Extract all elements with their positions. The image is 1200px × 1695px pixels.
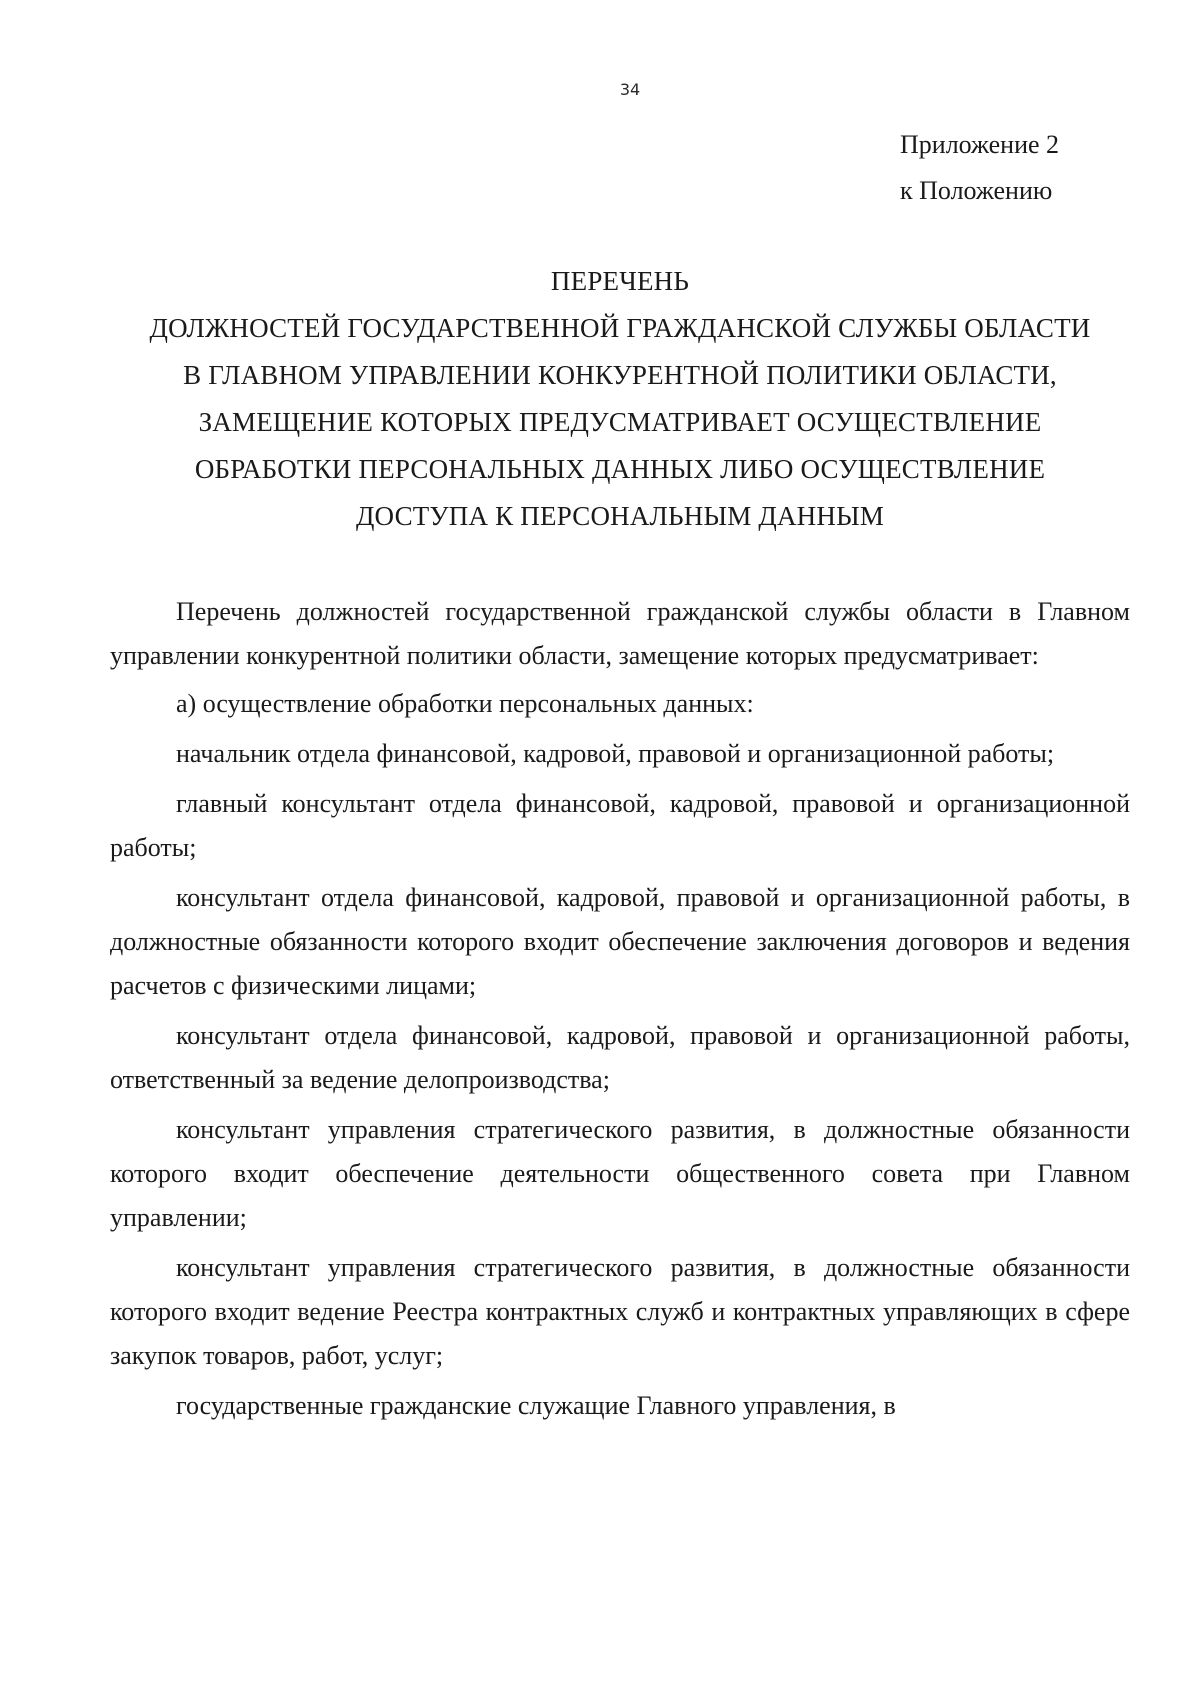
appendix-label: Приложение 2	[900, 130, 1060, 159]
title-line: В ГЛАВНОМ УПРАВЛЕНИИ КОНКУРЕНТНОЙ ПОЛИТИКИ ОБЛАСТИ,	[183, 360, 1057, 390]
position-item: главный консультант отдела финансовой, кадровой, правовой и организационной работы;	[110, 789, 1130, 862]
document-title	[110, 258, 1130, 540]
intro-paragraph: Перечень должностей государственной гражданской службы области в Главном управлении конкурентной политики области, замещение которых предусматривает:	[110, 597, 1130, 670]
page-number: 34	[619, 80, 641, 99]
position-item: государственные гражданские служащие Главного управления, в	[176, 1391, 896, 1420]
position-item: консультант отдела финансовой, кадровой, правовой и организационной работы, ответственный за ведение делопроизводства;	[110, 1021, 1130, 1094]
title-line: ПЕРЕЧЕНЬ	[550, 266, 690, 296]
document-body	[110, 590, 1130, 1434]
position-item: консультант управления стратегического развития, в должностные обязанности которого входит обеспечение деятельности общественного совета при Главном управлении;	[110, 1115, 1130, 1232]
position-item: консультант отдела финансовой, кадровой, правовой и организационной работы, в должностные обязанности которого входит обеспечение заключения договоров и ведения расчетов с физическими лицами;	[110, 883, 1130, 1000]
position-item: начальник отдела финансовой, кадровой, правовой и организационной работы;	[176, 739, 1055, 768]
title-line: ОБРАБОТКИ ПЕРСОНАЛЬНЫХ ДАННЫХ ЛИБО ОСУЩЕСТВЛЕНИЕ	[194, 454, 1046, 484]
title-line: ДОСТУПА К ПЕРСОНАЛЬНЫМ ДАННЫМ	[355, 501, 885, 531]
title-line: ЗАМЕЩЕНИЕ КОТОРЫХ ПРЕДУСМАТРИВАЕТ ОСУЩЕСТВЛЕНИЕ	[198, 407, 1042, 437]
section-a-heading: а) осуществление обработки персональных данных:	[176, 689, 754, 718]
position-item: консультант управления стратегического развития, в должностные обязанности которого входит ведение Реестра контрактных служб и контрактных управляющих в сфере закупок товаров, работ, услуг;	[110, 1253, 1130, 1370]
appendix-to-regulation: к Положению	[900, 176, 1053, 205]
appendix-reference	[900, 122, 1140, 214]
title-line: ДОЛЖНОСТЕЙ ГОСУДАРСТВЕННОЙ ГРАЖДАНСКОЙ СЛУЖБЫ ОБЛАСТИ	[149, 313, 1091, 343]
